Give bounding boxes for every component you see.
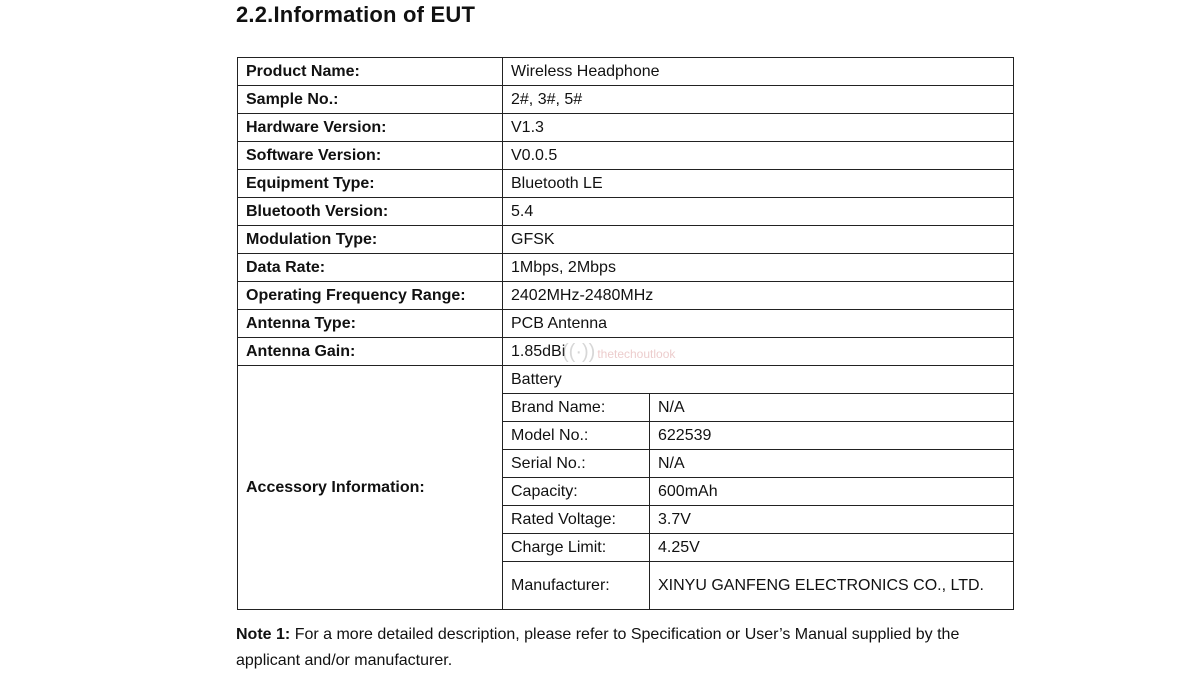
note-label: Note 1:	[236, 626, 291, 643]
accessory-item-value: 3.7V	[650, 506, 1014, 534]
table-row	[238, 86, 1014, 114]
row-value: 5.4	[503, 198, 1014, 226]
accessory-item-label: Manufacturer:	[503, 562, 650, 610]
accessory-item-label: Brand Name:	[503, 394, 650, 422]
row-value: Bluetooth LE	[503, 170, 1014, 198]
accessory-item-label: Model No.:	[503, 422, 650, 450]
accessory-label: Accessory Information:	[238, 366, 503, 610]
row-value: PCB Antenna	[503, 310, 1014, 338]
row-label: Antenna Gain:	[238, 338, 503, 366]
accessory-item-value: XINYU GANFENG ELECTRONICS CO., LTD.	[650, 562, 1014, 610]
table-row	[238, 142, 1014, 170]
accessory-item-value: N/A	[650, 450, 1014, 478]
accessory-item-value: N/A	[650, 394, 1014, 422]
accessory-header: Battery	[503, 366, 1014, 394]
row-label: Sample No.:	[238, 86, 503, 114]
signal-waves-icon: ((·))	[562, 341, 596, 363]
table-row	[238, 58, 1014, 86]
row-value: V0.0.5	[503, 142, 1014, 170]
section-title: Information of EUT	[273, 2, 476, 27]
row-label: Data Rate:	[238, 254, 503, 282]
row-value: Wireless Headphone	[503, 58, 1014, 86]
row-value: 2#, 3#, 5#	[503, 86, 1014, 114]
watermark-text: thetechoutlook	[597, 347, 676, 361]
accessory-item-value: 4.25V	[650, 534, 1014, 562]
note	[236, 622, 1026, 674]
accessory-item-label: Serial No.:	[503, 450, 650, 478]
accessory-item-label: Rated Voltage:	[503, 506, 650, 534]
row-label: Software Version:	[238, 142, 503, 170]
note-text: For a more detailed description, please refer to Specification or User’s Manual supplied by the applicant and/or manufacturer.	[236, 626, 960, 669]
table-row	[238, 226, 1014, 254]
row-label: Product Name:	[238, 58, 503, 86]
table-row	[238, 366, 1014, 394]
table-row	[238, 310, 1014, 338]
section-number: 2.2.	[236, 2, 274, 27]
row-value: 1Mbps, 2Mbps	[503, 254, 1014, 282]
accessory-item-label: Capacity:	[503, 478, 650, 506]
table-row	[238, 338, 1014, 366]
table-row	[238, 198, 1014, 226]
section-heading	[236, 2, 475, 28]
row-label: Hardware Version:	[238, 114, 503, 142]
accessory-item-label: Charge Limit:	[503, 534, 650, 562]
row-value: GFSK	[503, 226, 1014, 254]
table-row	[238, 170, 1014, 198]
row-label: Bluetooth Version:	[238, 198, 503, 226]
accessory-item-value: 622539	[650, 422, 1014, 450]
row-value: 1.85dBi	[503, 338, 1014, 366]
eut-info-table	[237, 57, 1014, 610]
row-label: Operating Frequency Range:	[238, 282, 503, 310]
row-label: Modulation Type:	[238, 226, 503, 254]
row-value: 2402MHz-2480MHz	[503, 282, 1014, 310]
row-value: V1.3	[503, 114, 1014, 142]
table-row	[238, 254, 1014, 282]
table-row	[238, 282, 1014, 310]
table-row	[238, 114, 1014, 142]
row-label: Equipment Type:	[238, 170, 503, 198]
row-label: Antenna Type:	[238, 310, 503, 338]
accessory-item-value: 600mAh	[650, 478, 1014, 506]
